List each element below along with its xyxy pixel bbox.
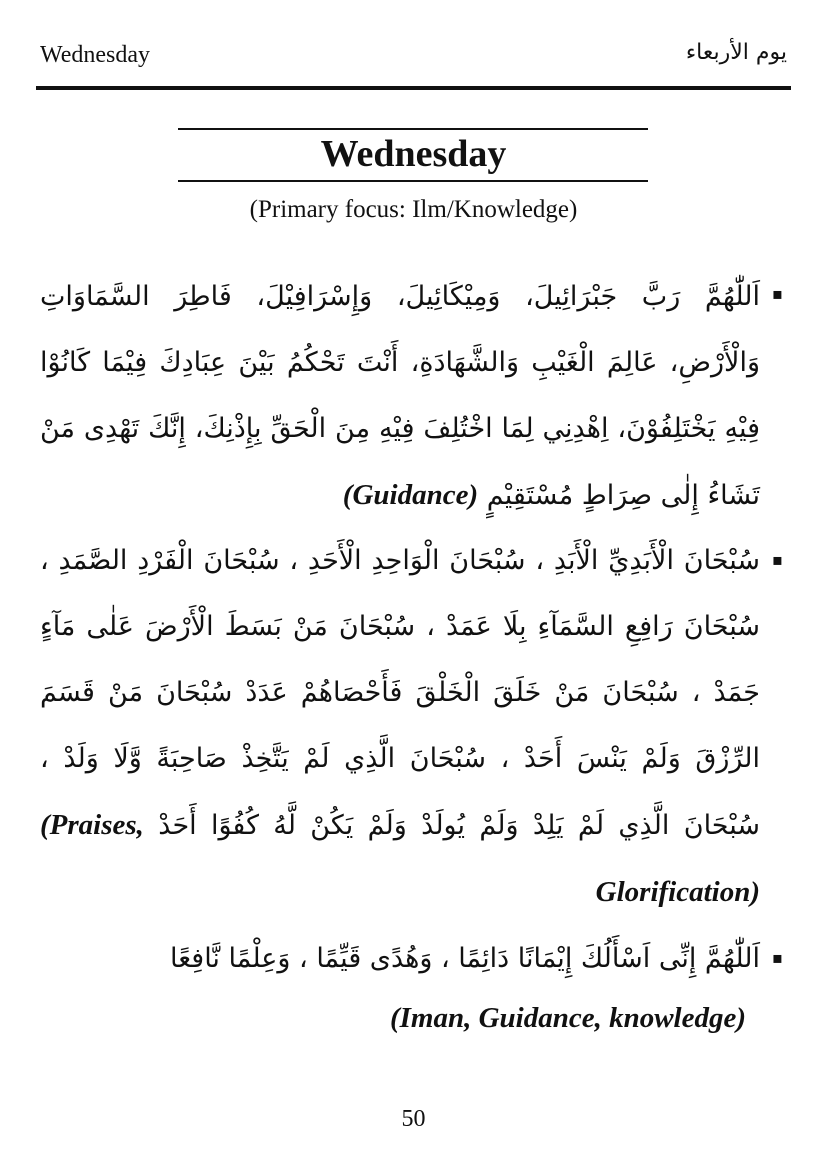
dua-tag: (Guidance) <box>342 479 479 511</box>
dua-text: اَللّٰهُمَّ إِنِّى اَسْأَلُكَ إِيْمَانًا دَائِمًا ، وَهُدًى قَيِّمًا ، وَعِلْمًا نَّافِعًا <box>170 943 760 974</box>
bullet-3: ▪ <box>772 948 783 967</box>
title-rule-top <box>178 128 648 130</box>
dua-text: اَللّٰهُمَّ رَبَّ جَبْرَائِيلَ، وَمِيْكَائِيلَ، وَإِسْرَافِيْلَ، فَاطِرَ السَّمَاوَاتِ وَالْأَرْضِ، عَالِمَ الْغَيْبِ وَالشَّهَادَةِ، أَنْتَ تَحْكُمُ بَيْنَ عِبَادِكَ فِيْمَا كَانُوْا فِيْهِ يَخْتَلِفُوْنَ، اِهْدِنِي لِمَا اخْتُلِفَ فِيْهِ مِنَ الْحَقِّ بِإِذْنِكَ، إِنَّكَ تَهْدِى مَنْ تَشَاءُ إِلٰى صِرَاطٍ مُسْتَقِيْمٍ <box>40 281 760 511</box>
dua-text: سُبْحَانَ الْأَبَدِيِّ الْأَبَدِ ، سُبْحَانَ الْوَاحِدِ الْأَحَدِ ، سُبْحَانَ الْفَرْدِ الصَّمَدِ ، سُبْحَانَ رَافِعِ السَّمَآءِ بِلَا عَمَدْ ، سُبْحَانَ مَنْ بَسَطَ الْأَرْضَ عَلٰى مَآءٍ جَمَدْ ، سُبْحَانَ مَنْ خَلَقَ الْخَلْقَ فَأَحْصَاهُمْ عَدَدْ سُبْحَانَ مَنْ قَسَمَ الرِّزْقَ وَلَمْ يَنْسَ أَحَدْ ، سُبْحَانَ الَّذِي لَمْ يَتَّخِذْ صَاحِبَةً وَّلَا وَلَدْ ، سُبْحَانَ الَّذِي لَمْ يَلِدْ وَلَمْ يُولَدْ وَلَمْ يَكُنْ لَّهُ كُفُوًا أَحَدْ <box>40 545 760 841</box>
dua-item-iman <box>40 926 760 992</box>
running-header-english: Wednesday <box>40 42 151 68</box>
page-title: Wednesday <box>320 133 507 175</box>
running-header-arabic: يوم الأربعاء <box>685 40 787 65</box>
bullet-1: ▪ <box>772 284 783 303</box>
page-number: 50 <box>401 1106 426 1132</box>
dua-item-praises <box>40 528 760 926</box>
dua-tag-iman: (Iman, Guidance, knowledge) <box>389 1002 746 1034</box>
header-divider <box>36 86 791 90</box>
title-rule-bottom <box>178 180 648 182</box>
dua-tag: (Praises, Glorification) <box>40 809 760 908</box>
bullet-2: ▪ <box>772 550 783 569</box>
page-subtitle: (Primary focus: Ilm/Knowledge) <box>249 196 578 223</box>
dua-item-guidance <box>40 264 760 529</box>
